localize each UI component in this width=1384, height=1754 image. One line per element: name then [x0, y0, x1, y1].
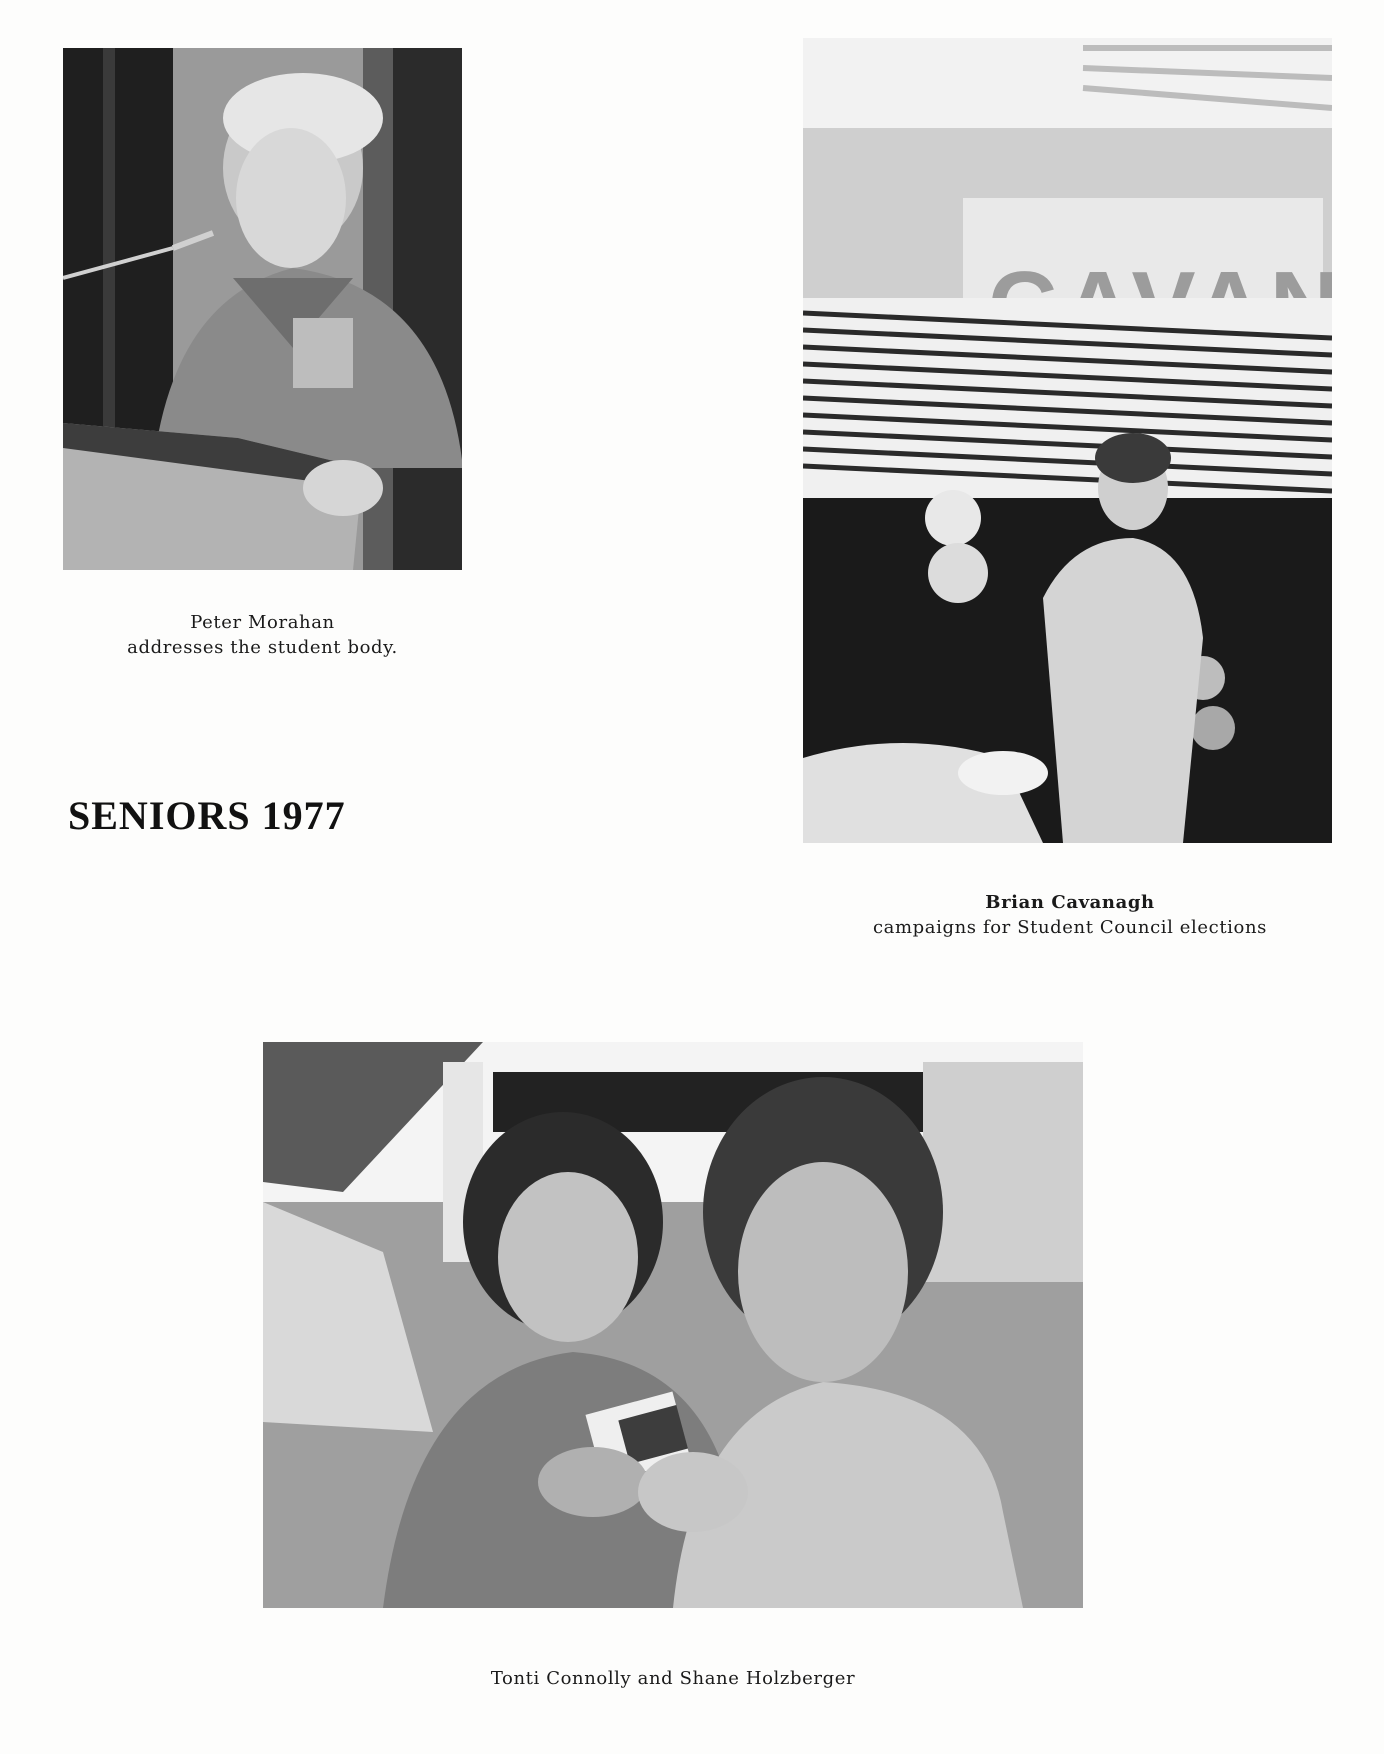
- caption-line-names: Tonti Connolly and Shane Holzberger: [490, 1668, 856, 1689]
- caption-brian-cavanagh: [780, 890, 1360, 940]
- caption-peter-morahan: [63, 610, 462, 660]
- caption-line-description: addresses the student body.: [127, 637, 398, 658]
- caption-line-name: Brian Cavanagh: [985, 892, 1155, 913]
- caption-line-name: Peter Morahan: [190, 612, 335, 633]
- photo-peter-morahan: [63, 48, 462, 570]
- photo-brian-cavanagh: [803, 38, 1332, 843]
- caption-connolly-holzberger: [263, 1666, 1083, 1691]
- page-title: SENIORS 1977: [68, 793, 346, 838]
- caption-line-description: campaigns for Student Council elections: [873, 917, 1267, 938]
- photo-connolly-holzberger: [263, 1042, 1083, 1608]
